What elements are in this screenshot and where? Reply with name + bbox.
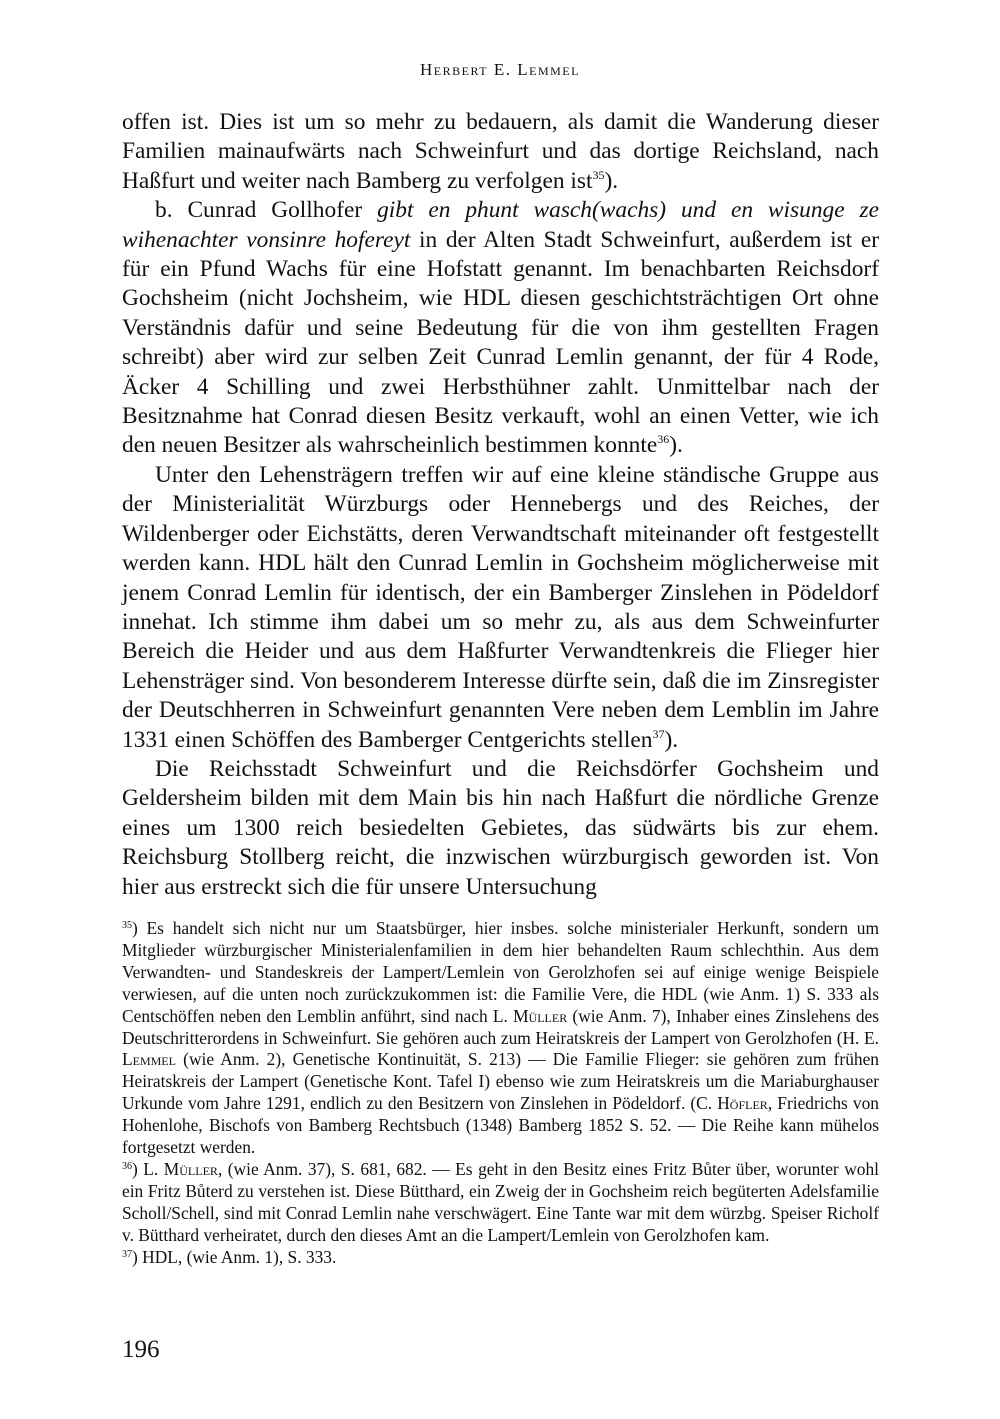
paragraph-3: Unter den Lehensträgern treffen wir auf eine kleine ständische Gruppe aus der Ministerialität Würzburgs oder Hennebergs und des Reiches, der Wildenberger oder Eichstätts, deren Verwandtschaft miteinander oft festgestellt werden kann. HDL hält den Cunrad Lemlin in Gochsheim möglicherweise mit jenem Conrad Lemlin für identisch, der ein Bamberger Zinslehen in Pödeldorf innehat. Ich stimme ihm dabei um so mehr zu, als aus dem Schweinfurter Bereich die Heider und aus dem Haßfurter Verwandtenkreis die Flieger hier Lehensträger sind. Von besonderem Interesse dürfte sein, daß die im Zinsregister der Deutschherren in Schweinfurt genannten Vere neben dem Lemblin im Jahre 1331 einen Schöffen des Bamberger Centgerichts stellen$^{37}$). bbox=[122, 461, 879, 753]
paragraph-4: Die Reichsstadt Schweinfurt und die Reichsdörfer Gochsheim und Geldersheim bilden mit dem Main bis hin nach Haßfurt die nördliche Grenze eines um 1300 reich besiedelten Gebietes, das südwärts bis zur ehem. Reichsburg Stollberg reicht, die inzwischen würzburgisch geworden ist. Von hier aus erstreckt sich die für unsere Untersuchung bbox=[122, 755, 879, 900]
page-number: 196 bbox=[122, 1336, 160, 1363]
footnote-ref-35[interactable]: 35 bbox=[592, 167, 605, 182]
main-text bbox=[122, 108, 879, 902]
footnote-37: $^{37}$) HDL, (wie Anm. 1), S. 333. bbox=[122, 1246, 337, 1267]
footnote-36: $^{36}$) L. Müller, (wie Anm. 37), S. 681, 682. — Es geht in den Besitz eines Fritz Bůter über, worunter wohl ein Fritz Bůterd zu verstehen ist. Diese Bütthard, ein Zweig der in Gochsheim reich begüterten Adelsfamilie Scholl/Schell, sind mit Conrad Lemlin nahe verschwägert. Eine Tante war mit dem würzbg. Speiser Richolf v. Bütthard verheiratet, durch den dieses Amt an die Lampert/Lemlein von Gerolzhofen kam. bbox=[122, 1158, 879, 1245]
quoted-source-italic: gibt en phunt wasch(wachs) und en wisunge ze wihenachter vonsinre hofereyt bbox=[122, 197, 879, 253]
footnote-ref-37[interactable]: 37 bbox=[652, 726, 665, 741]
footnote-ref-36[interactable]: 36 bbox=[657, 432, 670, 447]
running-head: Herbert E. Lemmel bbox=[420, 60, 580, 79]
paragraph-1: offen ist. Dies ist um so mehr zu bedauern, als damit die Wanderung dieser Familien mainaufwärts nach Schweinfurt und das dortige Reichsland, nach Haßfurt und weiter nach Bamberg zu verfolgen ist$^{35}$). bbox=[122, 109, 879, 194]
footnotes bbox=[122, 918, 879, 1269]
footnote-35: $^{35}$) Es handelt sich nicht nur um Staatsbürger, hier insbes. solche ministerialer Herkunft, sondern um Mitglieder würzburgischer Ministerialenfamilien in dem hier behandelten Raum schlechthin. Aus dem Verwandten- und Standeskreis der Lampert/Lemlein von Gerolzhofen sei auf einige wenige Beispiele verwiesen, auf die unten noch zurückzukommen ist: die Familie Vere, die HDL (wie Anm. 1) S. 333 als Centschöffen neben den Lemblin anführt, sind nach L. Müller (wie Anm. 7), Inhaber eines Zinslehens des Deutschritterordens in Schweinfurt. Sie gehören auch zum Heiratskreis der Lampert von Gerolzhofen (H. E. Lemmel (wie Anm. 2), Genetische Kontinuität, S. 213) — Die Familie Flieger: sie gehören zum frühen Heiratskreis der Lampert (Genetische Kont. Tafel I) ebenso wie zum Heiratskreis um die Mariaburghauser Urkunde vom Jahre 1291, endlich zu den Besitzern von Zinslehen in Pödeldorf. (C. Höfler, Friedrichs von Hohenlohe, Bischofs von Bamberg Rechtsbuch (1348) Bamberg 1852 S. 52. — Die Reihe kann mühelos fortgesetzt werden. bbox=[122, 918, 880, 1158]
paragraph-2: b. Cunrad Gollhofer gibt en phunt wasch(wachs) und en wisunge ze wihenachter vonsinre hofereyt in der Alten Stadt Schweinfurt, außerdem ist er für ein Pfund Wachs für eine Hofstatt genannt. Im benachbarten Reichsdorf Gochsheim (nicht Jochsheim, wie HDL diesen geschichtsträchtigen Ort ohne Verständnis dafür und seine Bedeutung für die von ihm gestellten Fragen schreibt) aber wird zur selben Zeit Cunrad Lemlin genannt, der für 4 Rode, Äcker 4 Schilling und zwei Herbsthühner zahlt. Unmittelbar nach der Besitznahme hat Conrad diesen Besitz verkauft, wohl an einen Vetter, wie ich den neuen Besitzer als wahrscheinlich bestimmen konnte$^{36}$). bbox=[122, 197, 879, 459]
